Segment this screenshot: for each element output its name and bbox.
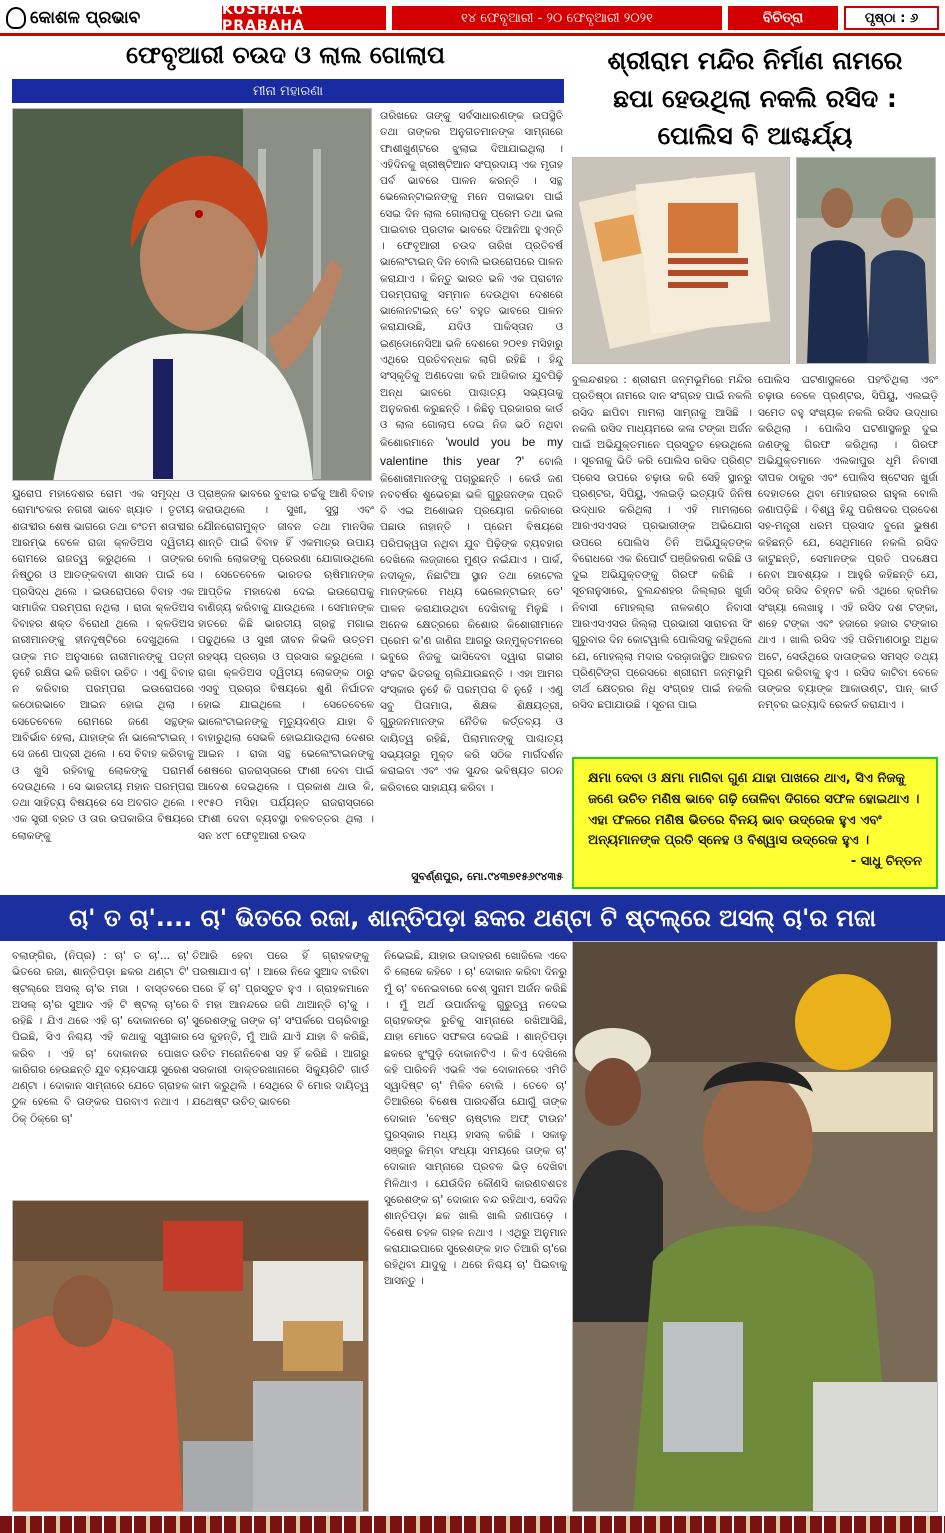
article2-headline-line2: ଛପା ହେଉଥିଲା ନକଲି ରସିଦ : <box>613 83 897 113</box>
article3-column-b: ତିଆରି ହେବା ପରେ ହିଁ ଗ୍ରାହକଙ୍କୁ ପରଷାଯାଏ ଚା' । ଆରେ ନିଜେ ସୁଆଦ ବାରିବା ପରେ ହିଁ ଚା' ପ୍ରସ୍ତୁତ ହୁଏ । ଗ୍ରାହକମାନେ ବି ମହା ଆନନ୍ଦରେ ଜଗି ଥାଆନ୍ତି ଚା'କୁ । ସୁରେଶଙ୍କୁ ତାଙ୍କ ଚା' ସଂପର୍କରେ ପଚାରିବାରୁ ସେ କୁହନ୍ତି, ମୁଁ ଆଜି ଯାଏଁ ଯାହା ବି କରିଛି, ଉଚିତ ମନୋନିବେଶ ସହ ହିଁ କରିଛି । ଆଗରୁ ସରକାରୀ ଡାକ୍ତରଖାନାରେ ସିକ୍ୟୁରିଟି ଗାର୍ଡ କାମ କରୁଥିଲି । ସେଥିରେ ବି ମୋର ଦାୟିତ୍ୱ ଯଥେଷ୍ଟ ଉଚିତ୍ ଭାବରେ <box>192 950 369 1109</box>
pouring-tea-image <box>13 1201 369 1512</box>
issue-date: ୧୪ ଫେବୃଆରୀ - ୨୦ ଫେବୃଆରୀ ୨୦୨୧ <box>392 6 722 30</box>
newspaper-title: KOSHALA PRABAHA <box>222 6 386 30</box>
quote-attribution: - ସାଧୁ ଚିନ୍ତନ <box>850 854 922 870</box>
article1-column-c-text: ତାରିଖରେ ତାଙ୍କୁ ସର୍ବସାଧାରଣଙ୍କ ଉପସ୍ଥିତି ତଥା ତାଙ୍କର ଅନୁଗତମାନଙ୍କ ସାମ୍ନାରେ ଫାଶୀଖୁଣ୍ଟରେ ଝୁଲାଇ ଦିଆଯାଇଥିଲା । ଏହିଦିନକୁ ଖ୍ରୀଷ୍ଟିଆନ ସଂପ୍ରଦାୟ ଏକ ମୃତାହ ପର୍ବ ଭାବରେ ପାଳନ କରନ୍ତି । ସନ୍ଥ ଭେଲେନ୍ଟାଇନଙ୍କୁ ମନେ ପକାଇବା ପାଇଁ ସେଇ ଦିନ ଲାଲ ଗୋଲାପକୁ ପ୍ରେମ ତଥା ଭଲ ପାଇବାର ପ୍ରତୀକ ଭାବରେ ଦିଆନିଆ ହୁଏନ୍ତି । ଫେବୃଆରୀ ଚଉଦ ତାରିଖ ପ୍ରତିବର୍ଷ ଭାଲେଂଟାଇନ୍ ଦିନ ବୋଲି ଇଉରୋପରେ ପାଳନ କରାଯାଏ । କିନ୍ତୁ ଭାରତ ଭଳି ଏକ ପ୍ରାଚୀନ ପରମ୍ପରାକୁ ସମ୍ମାନ ଦେଉଥିବା ଦେଶରେ ଭାଲେନଟାଇନ୍ ଡେ' ବହୁତ ଭାବରେ ପାଳନ କରାଯାଉଛି, ଯଦିଓ ପାକିସ୍ତାନ ଓ ଇଣ୍ଡୋନେସିଆ ଭଳି ଦେଶରେ ୨୦୧୭ ମସିହାରୁ ଏଥିରେ ପ୍ରତିବନ୍ଧକ ଲାଗି ରହିଛି । ହିନ୍ଦୁ ସଂସ୍କୃତିକୁ ଅଣଦେଖା କରି ଆଜିକାର ଯୁବପିଢ଼ି ଅନ୍ଧ ଭାବରେ ପାଶ୍ଚାତ୍ୟ ସଭ୍ୟତାକୁ ଅନୁକରଣ କରୁଛନ୍ତି । କିଛିନୁ ପ୍ରକାରର କାର୍ଡ ଓ ଲାଲ ଗୋଲାପ ଦେଇ ନିଜ ଭଠି ନଥିବା କିଶୋରମାନେ <box>380 110 563 450</box>
article3-photo-tea-vendor <box>572 941 938 1512</box>
section-name: ବିଚିତ୍ରା <box>728 6 838 30</box>
receipts-image <box>573 158 790 364</box>
article2-column-b: ପୋଲିସ ଘଟଣାସ୍ଥଳରେ ପହଂଚିଥିଲା ଏବଂ ଚଢ଼ାଉ ବେଳେ ପ୍ରଣ୍ଟର, ସିପିୟୁ, ଏଲଇଡ଼ି ସମେତ ବହୁ ସଂଖ୍ୟକ ନକଲି ରସିଦ ଉଦ୍ଧାର କରିଥିଲା । ପୋଲିସ ଘଟଣାସ୍ଥଳରୁ ଦୁଇ ଜଣଙ୍କୁ ଗିରଫ କରିଥିଲା । ଗିରଫ ଅଭିଯୁକ୍ତମାନେ ଏଲକାପୁର ଧୃମି ନିବାସୀ ଦୀପକ ଠାକୁର ଏବଂ ପୋଲିସ ଷ୍ଟେସନ ଖୁର୍ଜା ଦେହାତରେ ଥିବା ମୋହରାରର ରାହୁଲ ବୋଲି ଜଣାପଡ଼ିଛି । ବିଶ୍ୱ ହିନ୍ଦୁ ପରିଷଦର ପ୍ରଦେଶ ସହ-ମନ୍ତ୍ରୀ ଧରମ ପ୍ରସାଦ ବୁନୋ ଭୁଷଣ କହିଛନ୍ତି ଯେ, ସେଥିମାନେ ନକଲି ରସିଦ କାଟୁଛନ୍ତି, ସେମାନଙ୍କ ପ୍ରତି ପଦକ୍ଷେପ ନେବା ଆବଶ୍ୟକ । ଆହୁରି କହିଛନ୍ତି ଯେ, ସଠିକ୍ ରସିଦ ଚିହ୍ନଟ କରି ଏଥିରେ କ୍ରମିକ ସଂଖ୍ୟା ଲେଖାହୁ । ଏହି ରସିଦ ଦଶ ଟଙ୍କା, ଶହେ ଟଙ୍କା ଏବଂ ହଜାରେ ହଜାର ଟଙ୍କାର ଥାଏ । ଖାଲି ରସିଦ ଏହି ପରିମାଣଠାରୁ ଅଧିକ ଅଟେ, ସେଉଁଥିରେ ଦାତାଙ୍କର ସମସ୍ତ ତଥ୍ୟ ପୂରଣ କରିବାକୁ ହୁଏ । ରସିଦ କାଟିବା ବେଳେ ତାଙ୍କର ବ୍ୟାଙ୍କ ଆକାଉଣ୍ଟ, ପାନ୍ କାର୍ଡ ନମ୍ବର ଇତ୍ୟାଦି ରେକର୍ଡ କରାଯାଏ । <box>758 374 938 712</box>
article1-column-c <box>380 108 563 868</box>
article1-headline: ଫେବୃଆରୀ ଚଉଦ ଓ ଲାଲ ଗୋଲାପ <box>126 41 445 69</box>
article3-column-c: ନିଭେଇଛି, ଯାହାର ଉଦାହରଣ ଖୋଜିଲେ ଏବେ ବି ଲୋକେ କହିବେ । ଚା' ଦୋକାନ କରିବା ଦିନରୁ ମୁଁ ଚା' ବନେଇବାରେ ବେଶ୍ ସୁନାମ ଅର୍ଜନ କରିଛି । ମୁଁ ଅର୍ଥ ଉପାର୍ଜନକୁ ଗୁରୁତ୍ୱ ନଦେଇ ଗ୍ରାହକଙ୍କ ରୁଚିକୁ ସାମ୍ନାରେ ରଖିଆସିଛି, ଯାହା ମୋତେ ସଫଳତା ଦେଇଛି । ଶାନ୍ତିପଡ଼ା ଛକରେ ଝୁଂପୁଡ଼ି ଦୋକାନଟିଏ । କିଏ ଦେଖିଲେ କହି ପାରିବନି ଏଭଳି ଏକ ଦୋକାନରେ ଏମିତି ସ୍ୱାଦିଷ୍ଟ ଚା' ମିଳିବ ବୋଲି । ତେବେ ଚା' ତିଆରିରେ ବିଶେଷ ପାରଦର୍ଶିତା ଯୋଗୁଁ ତାଙ୍କ ଦୋକାନ 'ବେଷ୍ଟ ଚାଷ୍ଟାଲ ଅଫ୍ ଟାଉନ' ପୁରସ୍କାର ମଧ୍ୟ ହାସଲ୍ କରିଛି । ସକାଳୁ ସଞ୍ଜରୁ କିମ୍ବା ସଂଧ୍ୟା ସମୟରେ ତାଙ୍କ ଚା' ଦୋକାନ ସାମ୍ନାରେ ପ୍ରବଳ ଭିଡ଼ ଦେଖିବା ମିଳିଥାଏ । ଯେଉଁଦିନ କୌଣସି କାରଣବଶତଃ ସୁରେଶଙ୍କ ଚା' ଦୋକାନ ବନ୍ଦ ରହିଥାଏ, ସେଦିନ ଶାନ୍ତିପଡ଼ା ଛକ ଖାଲି ଖାଲି ଜଣାପଡ଼େ । ବିଶେଷ ଚହଳ ଗହଳ ନଥାଏ । ଏଥିରୁ ଅନୁମାନ କରାଯାଇପାରେ ସୁରେଶଙ୍କ ହାତ ତିଆରି ଚା'ରେ ରହିଥିବା ଯାଦୁକୁ । ଥରେ ନିଶ୍ଚୟ ଚା' ପିଇବାକୁ ଆସନ୍ତୁ । <box>384 950 567 1288</box>
article2-photo-accused <box>796 157 936 364</box>
masthead <box>0 0 945 36</box>
article1-byline: ମୀନା ମହାରଣା <box>12 79 564 103</box>
quote-box <box>572 757 938 889</box>
logo-text: କୋଶଳ ପ୍ରଭାବ <box>30 8 141 28</box>
quote-text: କ୍ଷମା ଦେବା ଓ କ୍ଷମା ମାଗିବା ଗୁଣ ଯାହା ପାଖରେ ଥାଏ, ସିଏ ନିଜକୁ ଜଣେ ଉଚିତ ମଣିଷ ଭାବେ ଗଢ଼ି ତୋଳିବା ଦିଗରେ ସଫଳ ହୋଇଥାଏ । ଏହା ଫଳରେ ମଣିଷ ଭିତରେ ବିନୟ ଭାବ ଉଦ୍ରେକ ହୁଏ ଏବଂ ଅନ୍ୟମାନଙ୍କ ପ୍ରତି ସ୍ନେହ ଓ ବିଶ୍ୱାସ ଉଦ୍ରେକ ହୁଏ । <box>588 771 920 849</box>
article2-photo-receipts <box>572 157 790 364</box>
article1-column-a: ୟୁରୋପ ମହାଦେଶର ରୋମ ଏକ ସମୃଦ୍ଧ ଓ ରୋମାଂଚକର ନଗରୀ ଭାବେ ଖ୍ୟାତ । ତୃତୀୟ ଶତାବ୍ଦୀର ଶେଷ ଭାଗରେ ତଥା ଚଂତମ ଶତାବ୍ଦୀର ଆରମ୍ଭ ବେଳେ ରାଜା କ୍ଳଡିଅସ ଦ୍ୱିତୀୟ ରୋମରେ ରାଜତ୍ୱ କରୁଥିଲେ । ତାଙ୍କର ନିଷ୍ଠୁର ଓ ଆତଙ୍କବାଦୀ ଶାସନ ପାଇଁ ସେ ପ୍ରସିଦ୍ଧ ଥିଲେ । ଇଉରୋପରେ ବିବାହ ଏକ ସାମାଜିକ ପରମ୍ପରା ନଥିଲା । ରାଜା କ୍ଳଡିଅସ ବିବାହର ଶକ୍ତ ବିରୋଧୀ ଥିଲେ । କ୍ଳଡିଅସ ନାରୀମାନଙ୍କୁ ହୀନଦୃଷ୍ଟିରେ ଦେଖୁଥିଲେ । ତାଙ୍କ ମତ ଅନୁସାରେ ନାରୀମାନଙ୍କୁ ପତ୍ନୀ ନୁହେଁ ରକ୍ଷିତା ଭଳି ରଖିବା ଉଚିତ । ଏଣୁ ବିବାହ ନ କରିବାର ପରମ୍ପରା ଇଉରୋପରେ କଠୋରଭାବେ ଆଇନ ହୋଇ ଥିଲା । ସେତେବେଳେ ରୋମରେ ଜଣେ ସନ୍ଥଙ୍କ ଆବିର୍ଭାବ ହେଲା, ଯାହାଙ୍କ ନାଁ ଭାଲେଂଟାଇନ୍ । ସେ ଜଣେ ପାଦ୍ରୀ ଥିଲେ । ସେ ବିବାହ କରିବାକୁ ଓ ଖୁସି ରହିବାକୁ ଲୋକଙ୍କୁ ପରାମର୍ଶ ଦେଉଥିଲେ । ସେ ଭାରତୀୟ ମହାନ ପରମ୍ପରା ତଥା ସାହିତ୍ୟ ବିଷୟରେ ସେ ଅବଗତ ଥିଲେ । ଏକ ସ୍ତ୍ରୀ ବ୍ରତ ଓ ତାର ଉପକାରିତା ବିଷୟରେ ଲୋକଙ୍କୁ <box>12 488 194 842</box>
newspaper-logo <box>6 5 216 31</box>
page-number: ପୃଷ୍ଠା : ୬ <box>844 6 939 30</box>
article1-column-b: ପ୍ରାଞ୍ଜଳ ଭାବରେ ବୁଝାଇ ଚର୍ଚ୍ଚକୁ ଆଣି ବିବାହ କରାଉଥିଲେ । ସୁଖୀ, ସୁସ୍ଥ ଏବଂ ଯୌନରୋଗମୁକ୍ତ ଜୀବନ ତଥା ମାନସିକ ଶାନ୍ତି ପାଇଁ ବିବାହ ହିଁ ଏକମାତ୍ର ଉପାୟ ବୋଲି ଲୋକଙ୍କୁ ପ୍ରେରଣା ଯୋଗାଉଥିଲେ । ସେତେବେଳେ ଭାରତର ଋଷିମାନଙ୍କ ଆପ୍ତିକ ମହାଦେଶ ଦେଇ ଇଉରୋପକୁ ବାଣିଜ୍ୟ କରିବାକୁ ଯାଉଥିଲେ । ସେମାନଙ୍କ ହାତରେ କିଛି ଭାରତୀୟ ଗ୍ରନ୍ଥ ମଗାଇ ପଢୁଥିଲେ ଓ ସୁଖୀ ଜୀବନ କିଭଳି ଉତ୍ତମ ରହସ୍ୟ ପ୍ରଚାର ଓ ପ୍ରସାର କରୁଥିଲେ । ରାଜା କ୍ଳଡିଅସ ଦ୍ୱିତୀୟ ଲୋକଙ୍କ ଠାରୁ ଏସବୁ ପ୍ରଚାର ବିଷୟରେ ଶୁଣି ନିର୍ଘାତନ ହୋଇ ଯାଇଥିଲେ । ସେତେବେଳେ ଭାଲେଂଟାଇନଙ୍କୁ ମୃତ୍ୟୁଦଣ୍ଡ ଯାହା ବି ବାହାରୁଥିଲା ସେଭଳି ହୋଇଯାଉଥିଲା ଦେଶର ଆଇନ । ରାଜା ସନ୍ଥ ଭେଲେଂଟାଇନଙ୍କୁ ଶେଷରେ ରାଜରାସ୍ତାରେ ଫାଶୀ ଦେବା ପାଇଁ ଆଦେଶ ଦେଇଥିଲେ । ପ୍ରକାଶ ଥାଉ କି, ୧୯୫୦ ମସିହା ପର୍ଯ୍ୟନ୍ତ ରାଜରାସ୍ତାରେ ଫାଶୀ ଦେବା ବ୍ୟବସ୍ଥା ବଳବତ୍ତର ଥିଲା । ସନ ୪୯୮ ଫେବୃଆରୀ ଚଉଦ <box>198 488 374 842</box>
article3-banner-headline: ଚା' ତ ଚା'.... ଚା' ଭିତରେ ରଜା, ଶାନ୍ତିପଡ଼ା ଛକର ଥଣ୍ଟା ଟି ଷ୍ଟଲ୍‌ରେ ଅସଲ୍ ଚା'ର ମଜା <box>0 895 945 941</box>
article1-signature: ସୁବର୍ଣ୍ଣପୁର, ମୋ.୯୪୩୭୧୫୬୯୪୩୫ <box>411 870 563 883</box>
tea-vendor-image <box>573 942 938 1512</box>
article1-photo-woman <box>12 108 372 481</box>
article2-headline <box>572 42 938 162</box>
article3-column-a: ବଲାଙ୍ଗିର, (ନିପ୍ର) : ଚା' ତ ଚା'... ଚା' ଭିତରେ ରଜା, ଶାନ୍ତିପଡ଼ା ଛକର ଥଣ୍ଟା ଟି' ଷ୍ଟଲ୍‌ରେ ଅସଲ୍ ଚା'ର ମଜା । ବାସ୍ତବରେ ଅସଲ୍ ଚା'ର ସୁଆଦ ଏହି ଟି ଷ୍ଟଲ୍ ଚା'ରେ ରହିଛି । ଯିଏ ଥରେ ଏହି ଚା' ଦୋକାନରେ ଚା' ପିଇଛି, ସିଏ ନିଶ୍ଚୟ ଏହି କଥାକୁ ସ୍ୱୀକାର କରିବ । ଏହି ଚା' ଦୋକାନର ପୋଖତ କାରିଗର ହେଉଛନ୍ତି ଯୁବ ବ୍ୟବସାୟୀ ସୁରେଶ ଥଣ୍ଟା । ଦୋକାନ ସାମ୍ନାରେ ଯେତେ ଗ୍ରାହକ ଠୁଳ ହେଲେ ବି ତାଙ୍କର ପରବାଏ ନଥାଏ । ଠିକ୍ ଠିକ୍‌ରେ ଚା' <box>12 950 189 1125</box>
logo-emblem-icon <box>6 7 26 29</box>
footer-ornament <box>0 1516 945 1533</box>
article2-headline-line1: ଶ୍ରୀରାମ ମନ୍ଦିର ନିର୍ମାଣ ନାମରେ <box>607 46 903 75</box>
article1-column-c-rest: ବୋଲି କିଶୋରୀମାନଙ୍କୁ ପଚାରୁଛନ୍ତି । କେଉଁ ଜଣ ନବବର୍ଷର ଶୁଭେଚ୍ଛା ଭଳି ଗୁରୁଜନଙ୍କ ପ୍ରତି ବି ଏଇ ଅଶୋଭନ ପ୍ରୟୋଗ କରିବାରେ ପଛାଉ ନାହାନ୍ତି । ପ୍ରେମ ବିଷୟରେ ପରିପକ୍ୱତା ନଥିବା ଯୁବ ପିଢ଼ିଙ୍କ ବ୍ୟବହାର ଦେଖିଲେ ଲଜ୍ଜାରେ ମୁଣ୍ଡ ନଇଁଯାଏ । ପାର୍କ, ନଦୀକୂଳ, ନିଛାଟିଆ ସ୍ଥାନ ତଥା ହୋଟେଲ ମାନଙ୍କରେ ମଧ୍ୟ ଭେଲେନ୍ଟାଇନ୍ ଡେ' ପାଳନ କରାଯାଉଥିବା ଦେଖିବାକୁ ମିଳୁଛି । ଅନେକ କ୍ଷେତ୍ରରେ କିଶୋର କିଶୋରୀମାନେ ପ୍ରେମ କ'ଣ ଜାଣିନା ଆଗରୁ ଉନ୍ମୁକ୍ତମନରେ ଭବୁରେ ନିଜକୁ ଭାସିଦେବା ଦ୍ୱାରା ଗଭୀର ସଂକଟ ଭିତରକୁ ଚାଲିଯାଉଛନ୍ତି । ଏହା ଆମର ସଂସ୍କାର ନୁହେଁ କି ପରମ୍ପରା ବି ନୁହେଁ । ଏଣୁ ସବୁ ପିତାମାତା, ଶିକ୍ଷକ ଶିକ୍ଷୟତ୍ରୀ, ଗୁରୁଜନମାନଙ୍କ ନୈତିକ କର୍ତ୍ତବ୍ୟ ଓ ଦାୟିତ୍ୱ ରହିଛି, ପିଲାମାନଙ୍କୁ ପାଶ୍ଚାତ୍ୟ ସଭ୍ୟତାରୁ ମୁକ୍ତ କରି ସଠିକ ମାର୍ଗଦର୍ଶନ କରାଇବା ଏବଂ ଏକ ସୁନ୍ଦର ଭବିଷ୍ୟତ ଗଠନ କରିବାରେ ସାହାଯ୍ୟ କରିବା । <box>380 455 563 794</box>
article2-column-a: ବୁଲନ୍ଦଶହର : ଶ୍ରୀରାମ ଜନ୍ମଭୂମିରେ ମନ୍ଦିର ପ୍ରତିଷ୍ଠା ନାମରେ ଦାନ ସଂଗ୍ରହ ପାଇଁ ନକଲି ରସିଦ ଛାପିବା ମାମଲା ସାମ୍ନାକୁ ଆସିଛି । ନକଲି ରସିଦ ମାଧ୍ୟମରେ କଳା ଟଙ୍କା ଅର୍ଜନ ପାଇଁ ଅଭିଯୁକ୍ତମାନେ ପ୍ରସ୍ତୁତ ହେଉଥିଲେ । ସୂଚନାକୁ ଭିତି କରି ପୋଲିସ ରସିଦ ପ୍ରିଣ୍ଟ ପ୍ରେସ ଉପରେ ଚଢ଼ାଉ କରି ସେହି ସ୍ଥାନରୁ ପ୍ରଣ୍ଟର, ସିପିୟୁ, ଏଲଇଡ଼ି ଇତ୍ୟାଦି ଜିନିଷ ଉଦ୍ଧାର କରିଥିଲା । ଏହି ମାମଲାରେ ଆରଏସଏସର ପ୍ରଭାରୀଙ୍କ ଅଭିଯୋଗ ଉପରେ ପୋଲିସ ତିନି ଅଭିଯୁକ୍ତଙ୍କ ବିରୋଧରେ ଏକ ରିପୋର୍ଟ ପଞ୍ଜିକରଣ କରିଛି ଓ ଦୁଇ ଅଭିଯୁକ୍ତଙ୍କୁ ଗିରଫ କରିଛି । ସୂଚନାନୁସାରେ, ବୁଲନ୍ଦଶହର ଜିଲ୍ଲାର ଖୁର୍ଜା ନିବାସୀ ମୋହଲ୍ଲା ନାଳକଣ୍ଠ ନିବାସୀ ଆରଏସଏସର ଜିଲ୍ଲା ପ୍ରଭାରୀ ସାରାଚନା ସିଂ ଗୁରୁବାର ଦିନ କୋଟୱାଲି ପୋଲିସକୁ କହିଥିଲେ ଯେ, ମୋହଲ୍ଲା ମଦାର ଦରଜ଼ାଜାସ୍ଥିତ ଆରବଜ ପ୍ରିଣ୍ଟିଙ୍ଗ ପ୍ରେସରେ ଶ୍ରୀରାମ ଜନ୍ମଭୂମି ତୀର୍ଥ କ୍ଷେତ୍ରର ନିଧି ସଂଗ୍ରହ ପାଇଁ ନକଲି ରସିଦ ଛପାଯାଉଛି । ସୂଚନା ପାଇ <box>572 374 752 712</box>
accused-men-image <box>797 158 936 364</box>
woman-portrait-image <box>13 109 372 481</box>
article2-headline-line3: ପୋଲିସ ବି ଆଶ୍ଚର୍ଯ୍ୟ <box>657 121 853 150</box>
article1-english-quote: 'would you be my valentine this year ?' <box>380 435 563 468</box>
article3-photo-pouring-tea <box>12 1200 369 1512</box>
